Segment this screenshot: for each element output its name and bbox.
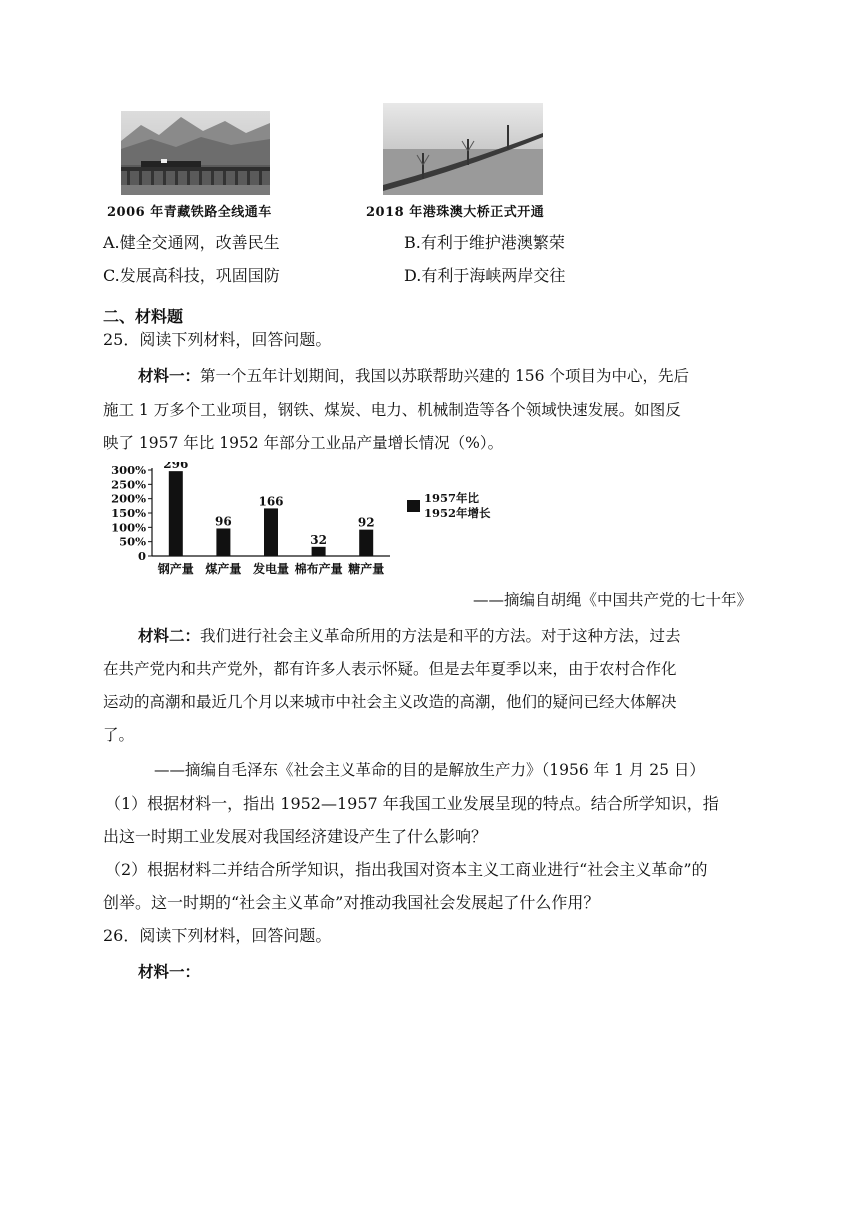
y-tick-label: 250%: [111, 477, 146, 492]
q25-material1-label: 材料一：: [138, 366, 201, 385]
q25-material2-line1: [138, 626, 681, 646]
y-tick-label: 300%: [111, 463, 146, 477]
bar-value-label: 296: [163, 462, 189, 472]
legend-label-line2: 1952年增长: [424, 506, 491, 520]
q25-material2-line4: 了。: [103, 726, 135, 744]
q26-material1-label: 材料一：: [138, 962, 201, 981]
bar-1: [216, 528, 230, 556]
q25-material1-line1: [138, 366, 689, 386]
bar-3: [312, 547, 326, 556]
q25-material2-label: 材料二：: [138, 626, 201, 645]
q26-stem: 26．阅读下列材料，回答问题。: [103, 926, 332, 945]
q25-material1-line2: 施工 1 万多个工业项目，钢铁、煤炭、电力、机械制造等各个领域快速发展。如图反: [103, 401, 681, 419]
section-title: 二、材料题: [103, 307, 184, 326]
category-label: 发电量: [252, 562, 290, 576]
category-label: 煤产量: [205, 562, 242, 576]
bar-value-label: 96: [215, 514, 232, 529]
bar-2: [264, 508, 278, 556]
legend-label-line1: 1957年比: [424, 491, 480, 505]
q25-stem: 25．阅读下列材料，回答问题。: [103, 330, 332, 349]
y-tick-label: 50%: [119, 534, 146, 549]
industrial-growth-chart: [100, 462, 520, 582]
photo1-caption: 2006 年青藏铁路全线通车: [107, 205, 272, 220]
q25-sub1-line1: （1）根据材料一，指出 1952—1957 年我国工业发展呈现的特点。结合所学知识，指: [105, 794, 719, 813]
category-label: 糖产量: [348, 562, 385, 576]
option-a[interactable]: A.健全交通网，改善民生: [103, 233, 280, 252]
qinghai-tibet-railway-photo: [121, 111, 270, 195]
y-tick-label: 0: [137, 549, 146, 563]
q25-sub2-line2: 创举。这一时期的“社会主义革命”对推动我国社会发展起了什么作用？: [103, 893, 600, 912]
category-label: 棉布产量: [294, 562, 343, 576]
q25-material1-line3: 映了 1957 年比 1952 年部分工业品产量增长情况（%）。: [103, 434, 504, 452]
y-tick-label: 100%: [111, 520, 146, 535]
bar-value-label: 92: [357, 515, 375, 530]
q25-source1: ——摘编自胡绳《中国共产党的七十年》: [473, 591, 753, 609]
q25-sub1-line2: 出这一时期工业发展对我国经济建设产生了什么影响？: [103, 827, 488, 846]
option-c[interactable]: C.发展高科技，巩固国防: [103, 266, 280, 285]
bar-0: [169, 471, 183, 556]
q25-sub2-line1: （2）根据材料二并结合所学知识，指出我国对资本主义工商业进行“社会主义革命”的: [105, 860, 708, 879]
q25-material2-line2: 在共产党内和共产党外，都有许多人表示怀疑。但是去年夏季以来，由于农村合作化: [103, 660, 677, 678]
q25-material2-line3: 运动的高潮和最近几个月以来城市中社会主义改造的高潮，他们的疑问已经大体解决: [103, 693, 677, 711]
bar-4: [359, 530, 373, 556]
photo2-caption: 2018 年港珠澳大桥正式开通: [366, 205, 545, 220]
y-tick-label: 150%: [111, 506, 146, 520]
y-tick-label: 200%: [111, 491, 146, 506]
q25-material2-text1: 我们进行社会主义革命所用的方法是和平的方法。对于这种方法，过去: [200, 627, 681, 645]
q25-source2: ——摘编自毛泽东《社会主义革命的目的是解放生产力》（1956 年 1 月 25 日）: [154, 761, 705, 779]
option-d[interactable]: D.有利于海峡两岸交往: [404, 266, 566, 285]
chart-svg: [100, 462, 520, 582]
option-b[interactable]: B.有利于维护港澳繁荣: [404, 233, 565, 252]
legend-swatch: [407, 500, 420, 512]
hong-kong-zhuhai-macao-bridge-photo: [383, 103, 543, 195]
category-label: 钢产量: [157, 562, 194, 576]
bar-value-label: 32: [310, 532, 327, 547]
q25-material1-text1: 第一个五年计划期间，我国以苏联帮助兴建的 156 个项目为中心，先后: [200, 367, 689, 385]
bar-value-label: 166: [258, 494, 284, 509]
